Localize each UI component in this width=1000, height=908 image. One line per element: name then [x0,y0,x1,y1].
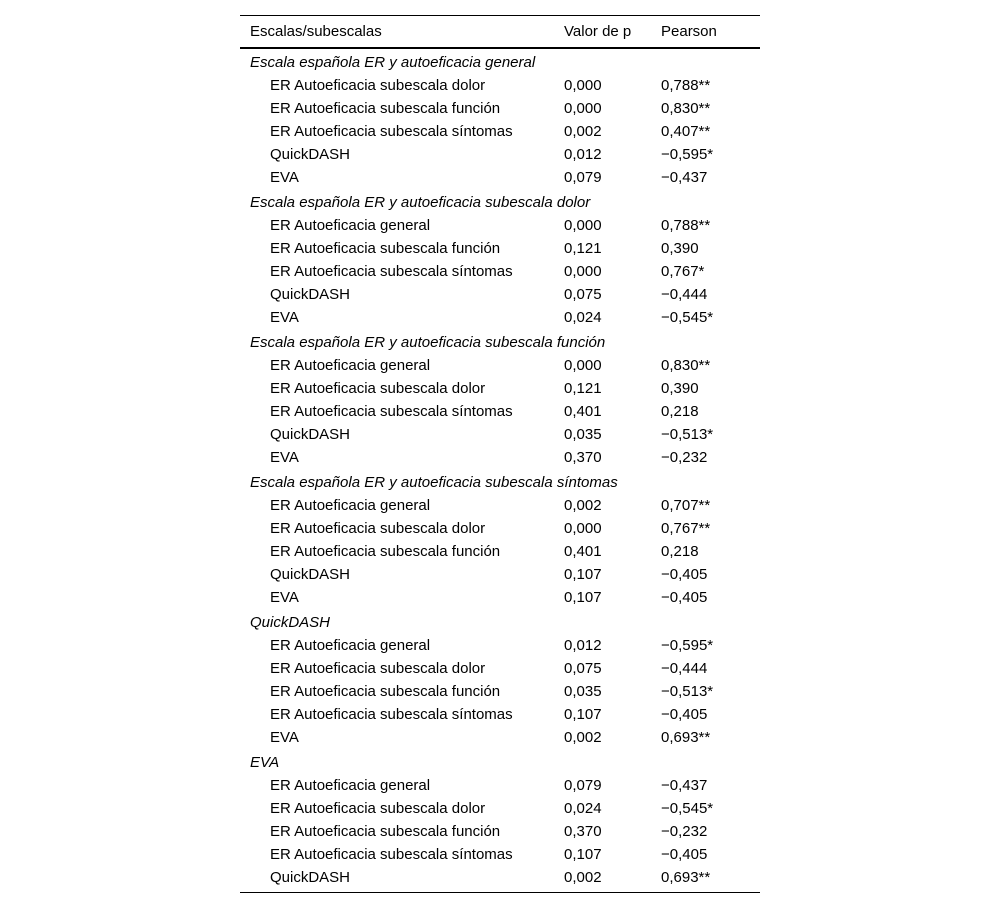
table-row [240,774,760,797]
row-label: ER Autoeficacia subescala síntomas [270,403,513,420]
row-pearson: 0,830** [661,100,711,117]
row-pearson: −0,545* [661,800,714,817]
row-p-value: 0,401 [564,403,602,420]
group-row [240,189,760,214]
correlation-table [240,15,760,893]
row-p-value: 0,107 [564,589,602,606]
table-row [240,820,760,843]
row-label: QuickDASH [270,566,351,583]
row-pearson: 0,788** [661,217,711,234]
row-p-value: 0,075 [564,660,602,677]
row-label: ER Autoeficacia subescala dolor [270,77,486,94]
row-pearson: −0,437 [661,169,708,186]
row-label: ER Autoeficacia subescala síntomas [270,123,513,140]
table-row [240,214,760,237]
table-row [240,377,760,400]
row-label: EVA [270,169,299,186]
row-p-value: 0,024 [564,309,602,326]
row-label: ER Autoeficacia subescala función [270,683,501,700]
row-p-value: 0,000 [564,357,602,374]
row-p-value: 0,121 [564,380,602,397]
row-label: EVA [270,729,299,746]
row-pearson: 0,693** [661,729,711,746]
row-label: ER Autoeficacia general [270,217,431,234]
table-row [240,797,760,820]
table-row [240,120,760,143]
row-label: ER Autoeficacia general [270,777,431,794]
table-row [240,634,760,657]
header-pearson: Pearson [661,23,717,40]
row-label: ER Autoeficacia subescala dolor [270,800,486,817]
group-title: QuickDASH [250,614,331,631]
table-row [240,657,760,680]
table-row [240,283,760,306]
row-p-value: 0,107 [564,706,602,723]
header-scale: Escalas/subescalas [250,23,382,40]
table-row [240,143,760,166]
row-label: EVA [270,309,299,326]
table-row [240,400,760,423]
row-label: QuickDASH [270,869,351,886]
row-p-value: 0,107 [564,846,602,863]
row-pearson: 0,767* [661,263,705,280]
row-p-value: 0,002 [564,729,602,746]
row-p-value: 0,401 [564,543,602,560]
table-header-row [240,16,760,47]
row-pearson: 0,390 [661,380,699,397]
table-row [240,540,760,563]
table-row [240,680,760,703]
header-p-value: Valor de p [564,23,632,40]
row-pearson: 0,830** [661,357,711,374]
row-pearson: −0,405 [661,706,708,723]
row-p-value: 0,035 [564,683,602,700]
row-p-value: 0,012 [564,637,602,654]
table-row [240,306,760,329]
row-pearson: 0,218 [661,543,699,560]
row-p-value: 0,035 [564,426,602,443]
row-pearson: −0,405 [661,589,708,606]
row-pearson: 0,693** [661,869,711,886]
table-row [240,586,760,609]
row-p-value: 0,000 [564,217,602,234]
table-bottom-rule [240,892,760,893]
table-row [240,726,760,749]
group-title: Escala española ER y autoeficacia subescala dolor [250,194,591,211]
table-row [240,866,760,889]
row-p-value: 0,000 [564,100,602,117]
row-label: ER Autoeficacia subescala función [270,543,501,560]
row-pearson: −0,232 [661,449,708,466]
row-label: ER Autoeficacia subescala dolor [270,380,486,397]
row-label: ER Autoeficacia subescala función [270,823,501,840]
row-pearson: 0,390 [661,240,699,257]
table-row [240,563,760,586]
table-row [240,494,760,517]
table-row [240,260,760,283]
row-p-value: 0,079 [564,777,602,794]
row-pearson: 0,788** [661,77,711,94]
group-title: EVA [250,754,280,771]
table-row [240,843,760,866]
row-p-value: 0,002 [564,869,602,886]
table-row [240,446,760,469]
group-title: Escala española ER y autoeficacia subescala síntomas [250,474,618,491]
row-label: ER Autoeficacia subescala dolor [270,520,486,537]
group-row [240,469,760,494]
row-pearson: −0,232 [661,823,708,840]
table-row [240,166,760,189]
row-p-value: 0,107 [564,566,602,583]
row-label: QuickDASH [270,286,351,303]
row-pearson: 0,707** [661,497,711,514]
row-label: ER Autoeficacia subescala función [270,100,501,117]
row-label: QuickDASH [270,426,351,443]
row-label: ER Autoeficacia subescala síntomas [270,263,513,280]
row-p-value: 0,002 [564,497,602,514]
row-pearson: −0,437 [661,777,708,794]
table-row [240,703,760,726]
row-label: EVA [270,449,299,466]
table-body [240,49,760,889]
row-label: ER Autoeficacia general [270,357,431,374]
row-pearson: −0,545* [661,309,714,326]
group-row [240,609,760,634]
table-row [240,423,760,446]
row-p-value: 0,000 [564,263,602,280]
group-row [240,749,760,774]
group-row [240,49,760,74]
row-pearson: −0,444 [661,286,708,303]
row-label: ER Autoeficacia general [270,637,431,654]
group-title: Escala española ER y autoeficacia subescala función [250,334,606,351]
row-label: ER Autoeficacia general [270,497,431,514]
table-row [240,517,760,540]
row-p-value: 0,000 [564,77,602,94]
row-pearson: −0,595* [661,146,714,163]
row-p-value: 0,000 [564,520,602,537]
row-label: ER Autoeficacia subescala síntomas [270,706,513,723]
row-pearson: 0,767** [661,520,711,537]
row-pearson: −0,444 [661,660,708,677]
row-label: EVA [270,589,299,606]
row-label: ER Autoeficacia subescala dolor [270,660,486,677]
row-p-value: 0,370 [564,449,602,466]
row-p-value: 0,370 [564,823,602,840]
row-label: QuickDASH [270,146,351,163]
row-pearson: −0,595* [661,637,714,654]
row-p-value: 0,012 [564,146,602,163]
row-p-value: 0,024 [564,800,602,817]
group-row [240,329,760,354]
table-row [240,97,760,120]
row-p-value: 0,075 [564,286,602,303]
row-label: ER Autoeficacia subescala función [270,240,501,257]
row-label: ER Autoeficacia subescala síntomas [270,846,513,863]
table-row [240,74,760,97]
row-p-value: 0,121 [564,240,602,257]
table-row [240,237,760,260]
row-pearson: −0,405 [661,846,708,863]
row-pearson: −0,513* [661,426,714,443]
row-pearson: −0,405 [661,566,708,583]
group-title: Escala española ER y autoeficacia general [250,54,536,71]
row-pearson: 0,218 [661,403,699,420]
row-pearson: 0,407** [661,123,711,140]
table-row [240,354,760,377]
row-p-value: 0,079 [564,169,602,186]
row-p-value: 0,002 [564,123,602,140]
row-pearson: −0,513* [661,683,714,700]
